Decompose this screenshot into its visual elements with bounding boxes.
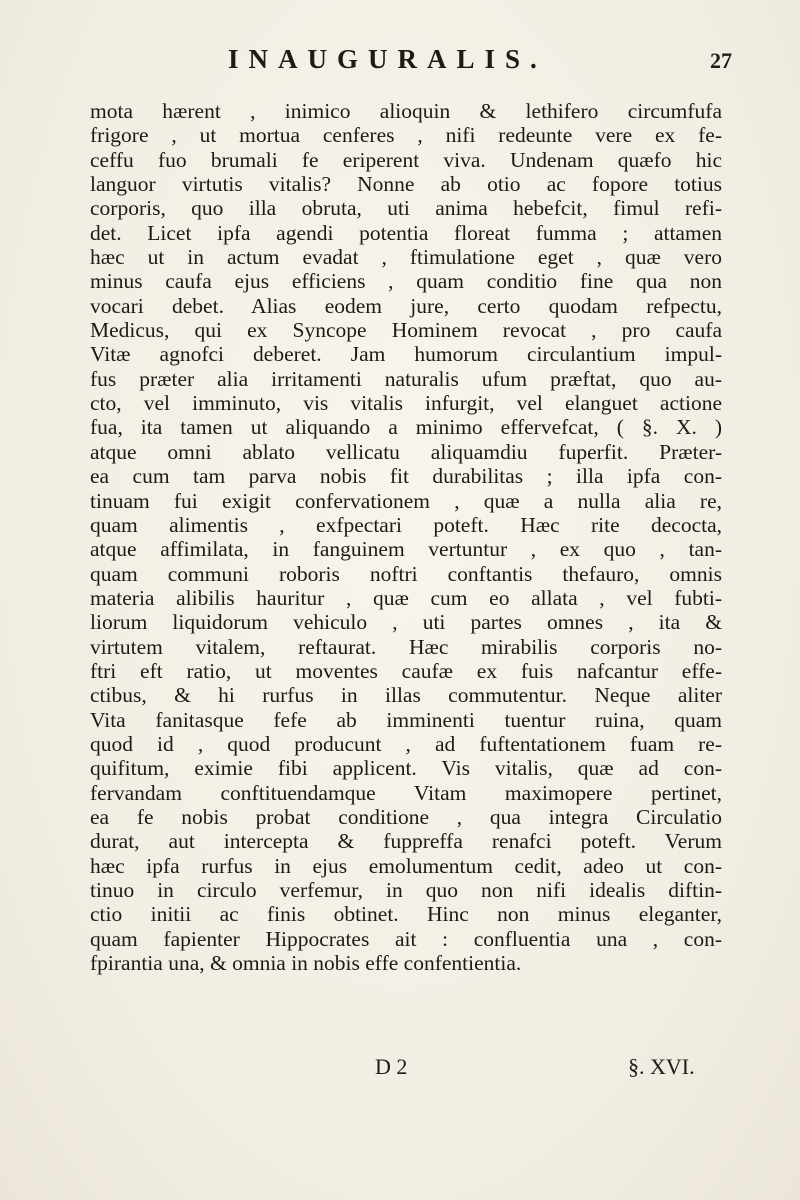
- text-line: quifitum, eximie fibi applicent. Vis vitalis, quæ ad con-: [90, 756, 722, 781]
- text-line: corporis, quo illa obruta, uti anima hebefcit, fimul refi-: [90, 196, 722, 221]
- text-line: atque omni ablato vellicatu aliquamdiu fuperfit. Præter-: [90, 439, 722, 464]
- text-line: fervandam conftituendamque Vitam maximopere pertinet,: [90, 780, 722, 805]
- text-line: virtutem vitalem, reftaurat. Hæc mirabilis corporis no-: [90, 634, 722, 659]
- text-line: ceffu fuo brumali fe eriperent viva. Undenam quæfo hic: [90, 147, 722, 172]
- text-line: tinuo in circulo verfemur, in quo non nifi idealis diftin-: [90, 878, 722, 902]
- text-line: ftri eft ratio, ut moventes caufæ ex fuis nafcantur effe-: [90, 658, 722, 683]
- text-line: ea fe nobis probat conditione , qua integra Circulatio: [90, 804, 722, 829]
- text-line: quam alimentis , exfpectari poteft. Hæc rite decocta,: [90, 512, 722, 537]
- text-line: fus præter alia irritamenti naturalis ufum præftat, quo au-: [90, 366, 722, 391]
- text-line: minus caufa ejus efficiens , quam conditio fine qua non: [90, 269, 722, 294]
- text-line: liorum liquidorum vehiculo , uti partes omnes , ita &: [90, 610, 722, 635]
- text-line: mota hærent , inimico alioquin & lethifero circumfufa: [90, 99, 722, 123]
- text-line: quam communi roboris noftri conftantis thefauro, omnis: [90, 561, 722, 586]
- catchword: §. XVI.: [628, 1054, 695, 1079]
- text-line: quam fapienter Hippocrates ait : confluentia una , con-: [90, 926, 722, 951]
- text-line: ctibus, & hi rurfus in illas commutentur. Neque aliter: [90, 683, 722, 708]
- text-line: languor virtutis vitalis? Nonne ab otio ac fopore totius: [90, 172, 722, 197]
- text-line: Vita fanitasque fefe ab imminenti tuentur ruina, quam: [90, 707, 722, 732]
- text-line: durat, aut intercepta & fuppreffa renafci poteft. Verum: [90, 829, 722, 854]
- page-number: 27: [710, 48, 732, 73]
- text-line: tinuam fui exigit confervationem , quæ a nulla alia re,: [90, 488, 722, 513]
- text-line: frigore , ut mortua cenferes , nifi redeunte vere ex fe-: [90, 123, 722, 148]
- text-line: materia alibilis hauritur , quæ cum eo allata , vel fubti-: [90, 585, 722, 610]
- page-footer: [0, 1054, 800, 1082]
- running-title: INAUGURALIS.: [228, 44, 547, 74]
- text-line: hæc ipfa rurfus in ejus emolumentum cedit, adeo ut con-: [90, 853, 722, 878]
- body-text: [90, 99, 722, 975]
- text-line: hæc ut in actum evadat , ftimulatione eget , quæ vero: [90, 245, 722, 270]
- text-line: fpirantia una, & omnia in nobis effe confentientia.: [90, 951, 522, 976]
- text-line: det. Licet ipfa agendi potentia floreat fumma ; attamen: [90, 220, 722, 245]
- text-line: Vitæ agnofci deberet. Jam humorum circulantium impul-: [90, 342, 722, 367]
- text-line: ctio initii ac finis obtinet. Hinc non minus eleganter,: [90, 902, 722, 927]
- running-head: [0, 44, 800, 84]
- text-line: cto, vel imminuto, vis vitalis infurgit, vel elanguet actione: [90, 391, 722, 416]
- text-line: fua, ita tamen ut aliquando a minimo effervefcat, ( §. X. ): [90, 415, 722, 440]
- signature-mark: D 2: [375, 1054, 408, 1079]
- text-line: quod id , quod producunt , ad fuftentationem fuam re-: [90, 731, 722, 756]
- text-line: Medicus, qui ex Syncope Hominem revocat , pro caufa: [90, 318, 722, 343]
- text-line: vocari debet. Alias eodem jure, certo quodam refpectu,: [90, 293, 722, 318]
- text-line: atque affimilata, in fanguinem vertuntur , ex quo , tan-: [90, 537, 722, 562]
- text-line: ea cum tam parva nobis fit durabilitas ; illa ipfa con-: [90, 464, 722, 489]
